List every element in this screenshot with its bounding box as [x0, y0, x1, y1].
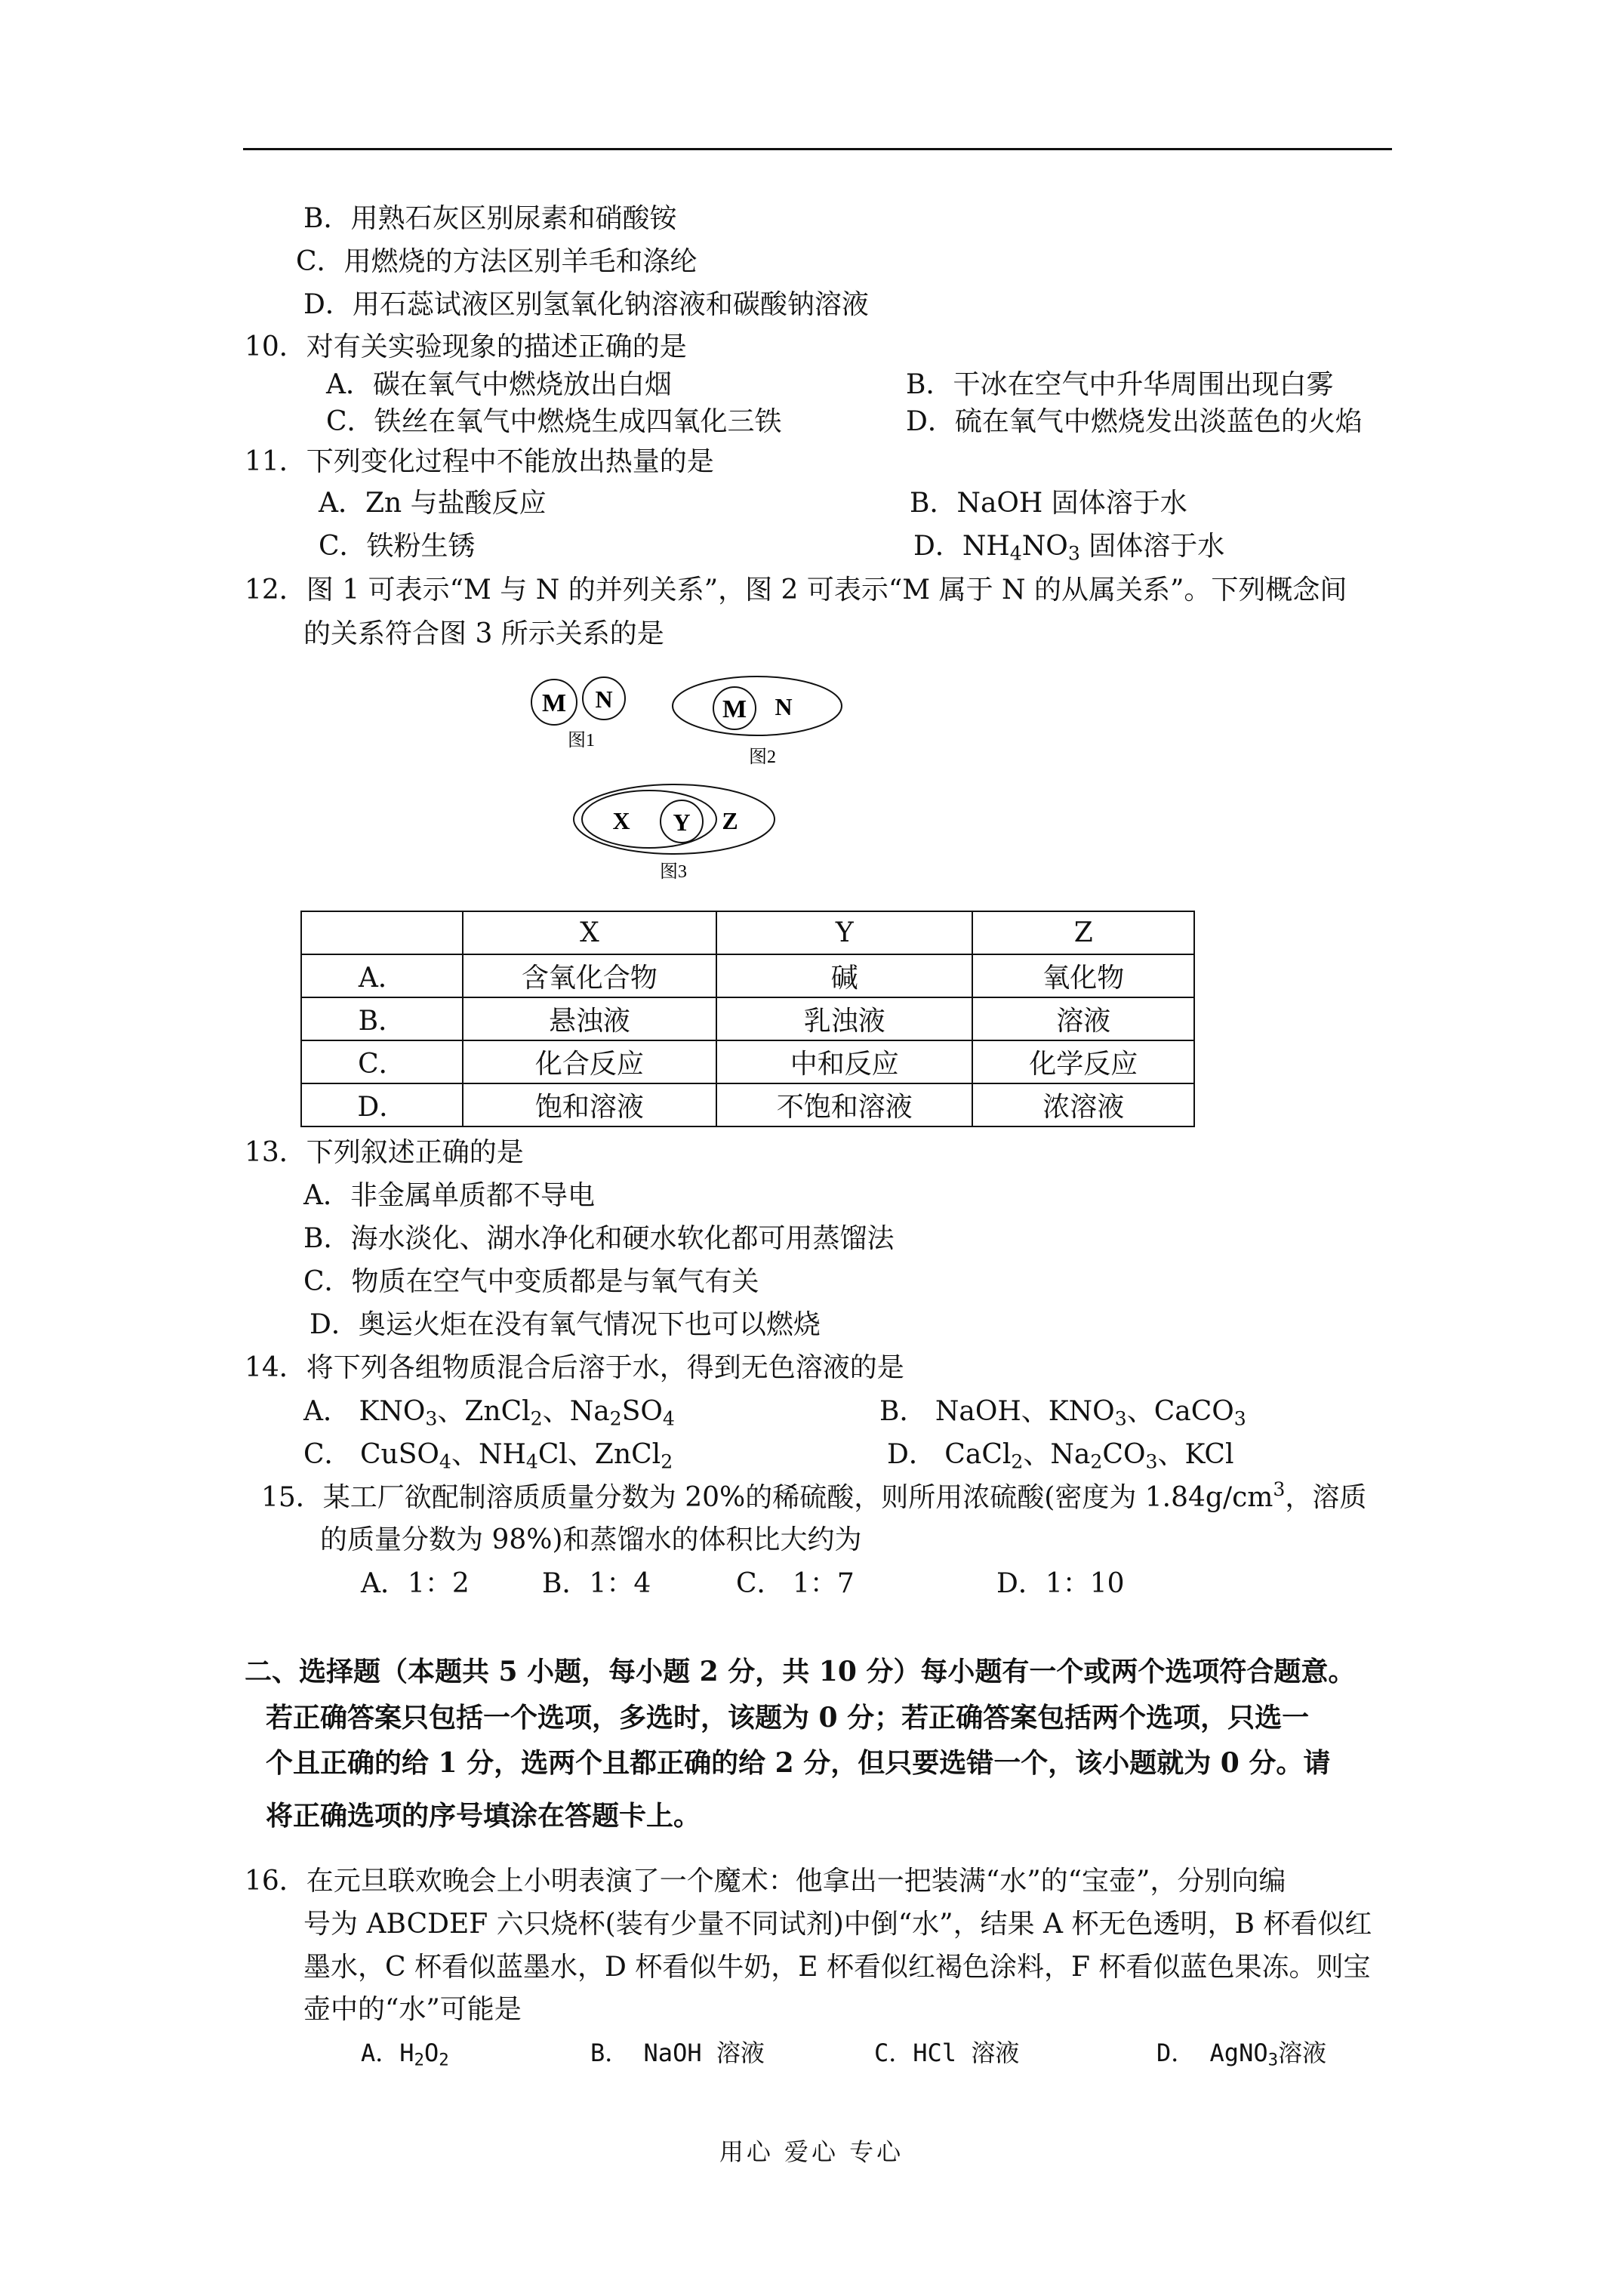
- fig2-label-m: M: [722, 695, 747, 723]
- table-cell: 含氧化合物: [463, 954, 716, 997]
- table-cell: 饱和溶液: [463, 1083, 716, 1126]
- q11-stem: 11．下列变化过程中不能放出热量的是: [245, 446, 714, 477]
- q9-option-c: C．用燃烧的方法区别羊毛和涤纶: [296, 246, 698, 277]
- q13-stem: 13．下列叙述正确的是: [245, 1137, 524, 1168]
- fig2-label-n: N: [775, 693, 793, 720]
- table-cell: 悬浊液: [463, 997, 716, 1040]
- table-header-cell: X: [463, 911, 716, 954]
- q15-option-d: D．1：10: [996, 1568, 1125, 1599]
- q14-option-d: D． CaCl$_2$、$Na_2CO_3$、KCl: [887, 1439, 1234, 1473]
- q9-option-d: D．用石蕊试液区别氢氧化钠溶液和碳酸钠溶液: [303, 289, 869, 320]
- table-header-cell: Z: [972, 911, 1194, 954]
- q11-option-d: D．$NH_4NO_3$ 固体溶于水: [913, 531, 1225, 565]
- q16-stem-line4: 壶中的“水”可能是: [303, 1994, 522, 2025]
- fig1-label-m: M: [541, 689, 567, 717]
- table-cell: C．: [301, 1040, 463, 1083]
- q15-stem-line2: 的质量分数为 98%)和蒸馏水的体积比大约为: [320, 1524, 862, 1555]
- table-cell: D．: [301, 1083, 463, 1126]
- figure-2: [673, 676, 842, 767]
- q15-option-a: A．1：2: [361, 1568, 470, 1599]
- table-cell: 化学反应: [972, 1040, 1194, 1083]
- q14-stem: 14．将下列各组物质混合后溶于水，得到无色溶液的是: [245, 1352, 904, 1383]
- q12-stem-line2: 的关系符合图 3 所示关系的是: [303, 618, 664, 649]
- q15-stem-line1: 15．某工厂欲配制溶质质量分数为 20%的稀硫酸，则所用浓硫酸(密度为 $1.84g/cm^3$，溶质: [261, 1478, 1367, 1513]
- fig2-caption: 图2: [749, 747, 776, 767]
- header-rule: [243, 148, 1392, 150]
- table-cell: 浓溶液: [972, 1083, 1194, 1126]
- fig1-label-n: N: [595, 686, 613, 713]
- fig2-ellipse-n: [673, 676, 842, 735]
- fig3-ellipse-x: [582, 791, 716, 848]
- figure-1: [531, 677, 625, 750]
- q12-stem-line1: 12．图 1 可表示“M 与 N 的并列关系”，图 2 可表示“M 属于 N 的从属关系”。下列概念间: [245, 575, 1347, 606]
- q16-stem-line3: 墨水，C 杯看似蓝墨水，D 杯看似牛奶，E 杯看似红褐色涂料，F 杯看似蓝色果冻。则宝: [303, 1952, 1371, 1983]
- table-cell: 中和反应: [716, 1040, 972, 1083]
- q14-option-c: C． CuSO$_4$、$NH_4Cl$、ZnCl$_2$: [303, 1439, 673, 1473]
- q9-option-b: B．用熟石灰区别尿素和硝酸铵: [303, 203, 677, 234]
- fig3-label-x: X: [612, 807, 630, 834]
- page-footer: 用心 爱心 专心: [719, 2137, 904, 2166]
- q16-option-d: D． AgNO$_3$溶液: [1156, 2039, 1327, 2070]
- table-header-row: [301, 911, 1194, 954]
- section2-heading-line2: 若正确答案只包括一个选项，多选时，该题为 0 分；若正确答案包括两个选项，只选一: [266, 1702, 1310, 1734]
- fig1-caption: 图1: [568, 731, 595, 750]
- table-cell: 氧化物: [972, 954, 1194, 997]
- table-cell: B．: [301, 997, 463, 1040]
- q12-options-table: [300, 911, 1195, 1127]
- q10-option-a: A．碳在氧气中燃烧放出白烟: [326, 369, 672, 400]
- q13-option-b: B．海水淡化、湖水净化和硬水软化都可用蒸馏法: [303, 1223, 895, 1254]
- table-cell: 乳浊液: [716, 997, 972, 1040]
- table-cell: 溶液: [972, 997, 1194, 1040]
- q12-venn-figures: [513, 664, 868, 891]
- q11-option-b: B．NaOH 固体溶于水: [910, 488, 1187, 519]
- q10-option-c: C．铁丝在氧气中燃烧生成四氧化三铁: [326, 406, 782, 437]
- q13-option-d: D．奥运火炬在没有氧气情况下也可以燃烧: [310, 1309, 821, 1340]
- section2-heading-line1: 二、选择题（本题共 5 小题，每小题 2 分，共 10 分）每小题有一个或两个选项符合题意。: [245, 1656, 1356, 1687]
- q16-stem-line1: 16．在元旦联欢晚会上小明表演了一个魔术：他拿出一把装满“水”的“宝壶”，分别向编: [245, 1866, 1286, 1897]
- figure-3: [574, 784, 775, 882]
- fig3-caption: 图3: [660, 862, 687, 882]
- q14-option-a: A． $KNO_3$、ZnCl$_2$、$Na_2SO_4$: [303, 1396, 675, 1430]
- table-cell: 化合反应: [463, 1040, 716, 1083]
- table-cell: 碱: [716, 954, 972, 997]
- table-cell: A．: [301, 954, 463, 997]
- q15-option-b: B．1：4: [542, 1568, 651, 1599]
- section2-heading-line4: 将正确选项的序号填涂在答题卡上。: [266, 1800, 701, 1832]
- q16-option-a: A．$H_2O_2$: [361, 2039, 449, 2070]
- q10-option-b: B．干冰在空气中升华周围出现白雾: [906, 369, 1334, 400]
- q16-option-b: B． NaOH 溶液: [590, 2039, 765, 2067]
- table-header-cell: [301, 911, 463, 954]
- table-row: [301, 1040, 1194, 1083]
- fig3-label-y: Y: [673, 809, 691, 836]
- fig3-label-z: Z: [722, 807, 738, 834]
- table-row: [301, 997, 1194, 1040]
- q16-stem-line2: 号为 ABCDEF 六只烧杯(装有少量不同试剂)中倒“水”，结果 A 杯无色透明，B 杯看似红: [303, 1909, 1372, 1940]
- q11-option-c: C．铁粉生锈: [319, 531, 476, 562]
- q13-option-a: A．非金属单质都不导电: [303, 1180, 595, 1211]
- table-header-cell: Y: [716, 911, 972, 954]
- q10-option-d: D．硫在氧气中燃烧发出淡蓝色的火焰: [906, 406, 1363, 437]
- table-row: [301, 954, 1194, 997]
- q15-option-c: C． 1：7: [736, 1568, 855, 1599]
- table-cell: 不饱和溶液: [716, 1083, 972, 1126]
- q11-option-a: A．Zn 与盐酸反应: [319, 488, 547, 519]
- q14-option-b: B． NaOH、$KNO_3$、CaCO$_3$: [879, 1396, 1246, 1430]
- table-row: [301, 1083, 1194, 1126]
- section2-heading-line3: 个且正确的给 1 分，选两个且都正确的给 2 分，但只要选错一个，该小题就为 0 分。请: [266, 1747, 1331, 1779]
- q10-stem: 10．对有关实验现象的描述正确的是: [245, 331, 687, 362]
- q16-option-c: C．HCl 溶液: [874, 2039, 1020, 2067]
- q13-option-c: C．物质在空气中变质都是与氧气有关: [303, 1266, 759, 1297]
